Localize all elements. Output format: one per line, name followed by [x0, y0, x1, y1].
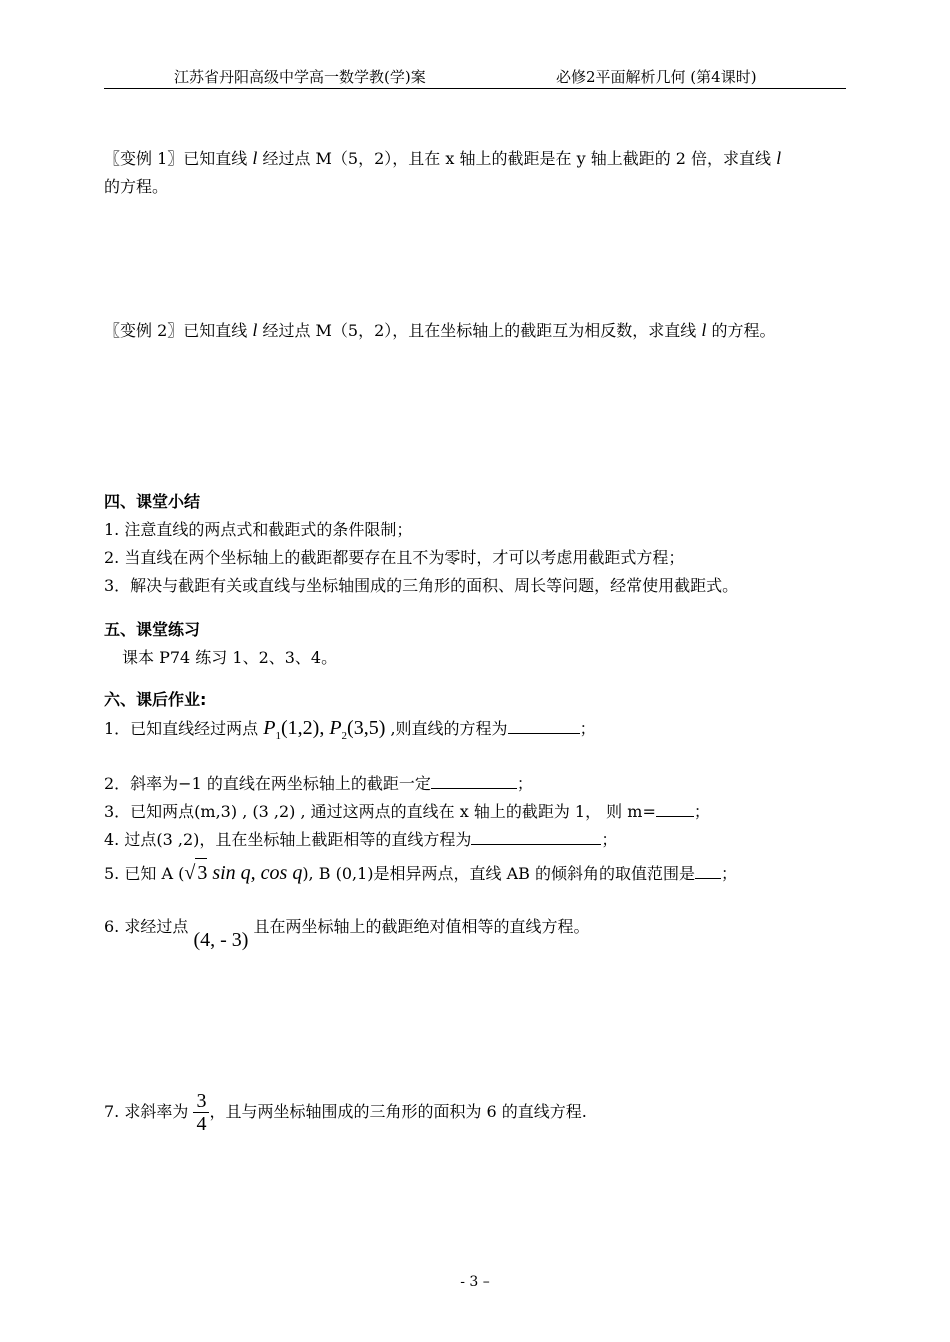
summary-item: 2. 当直线在两个坐标轴上的截距都要存在且不为零时，才可以考虑用截距式方程； [104, 548, 685, 567]
variant-1: 〖变例 1〗已知直线 l 经过点 M（5，2），且在 x 轴上的截距是在 y 轴上截距的 2 倍，求直线 l 的方程。 [104, 148, 782, 196]
homework-q3: 3．已知两点(m,3) , (3 ,2) , 通过这两点的直线在 x 轴上的截距为 1， 则 m= ； [104, 798, 854, 826]
summary-item: 3．解决与截距有关或直线与坐标轴围成的三角形的面积、周长等问题，经常使用截距式。 [104, 576, 739, 595]
variant-2: 〖变例 2〗已知直线 l 经过点 M（5，2），且在坐标轴上的截距互为相反数，求直线 l 的方程。 [104, 320, 776, 340]
homework-q5: 5. 已知 A (√ 3 sin q, cos q), B (0,1)是相异两点，直线 AB 的倾斜角的取值范围是 ； [104, 858, 854, 888]
header-school: 江苏省丹阳高级中学高一数学教(学)案 [174, 68, 426, 86]
homework-title: 六、课后作业: [104, 690, 207, 709]
summary-title: 四、课堂小结 [104, 492, 201, 511]
page-number: - 3 – [460, 1274, 490, 1290]
practice-title: 五、课堂练习 [104, 620, 201, 639]
summary-section [104, 488, 854, 600]
answer-blank[interactable] [471, 826, 601, 845]
answer-blank[interactable] [695, 860, 721, 879]
homework-q6: 6. 求经过点 (4, - 3) 且在两坐标轴上的截距绝对值相等的直线方程。 [104, 917, 590, 951]
header-course: 必修2平面解析几何 (第4课时) [556, 68, 757, 86]
practice-text: 课本 P74 练习 1、2、3、4。 [122, 648, 338, 667]
page-header [104, 64, 846, 89]
answer-blank[interactable] [656, 798, 694, 817]
practice-section [104, 616, 854, 672]
fraction: $\frac{3}{4}$ [193, 1090, 209, 1135]
summary-item: 1. 注意直线的两点式和截距式的条件限制； [104, 520, 413, 539]
homework-q4: 4. 过点(3 ,2)，且在坐标轴上截距相等的直线方程为 ； [104, 826, 854, 854]
homework-q1: 1．已知直线经过两点 $P_1(1,2)$, $P_2(3,5)$ ,则直线的方程为 ； [104, 717, 596, 742]
answer-blank[interactable] [431, 770, 517, 789]
homework-q7: 7. 求斜率为 $\frac{3}{4}$ ，且与两坐标轴围成的三角形的面积为 6 的直线方程. [104, 1090, 587, 1135]
answer-blank[interactable] [508, 715, 580, 734]
homework-q2: 2．斜率为−1 的直线在两坐标轴上的截距一定 ； [104, 770, 854, 798]
